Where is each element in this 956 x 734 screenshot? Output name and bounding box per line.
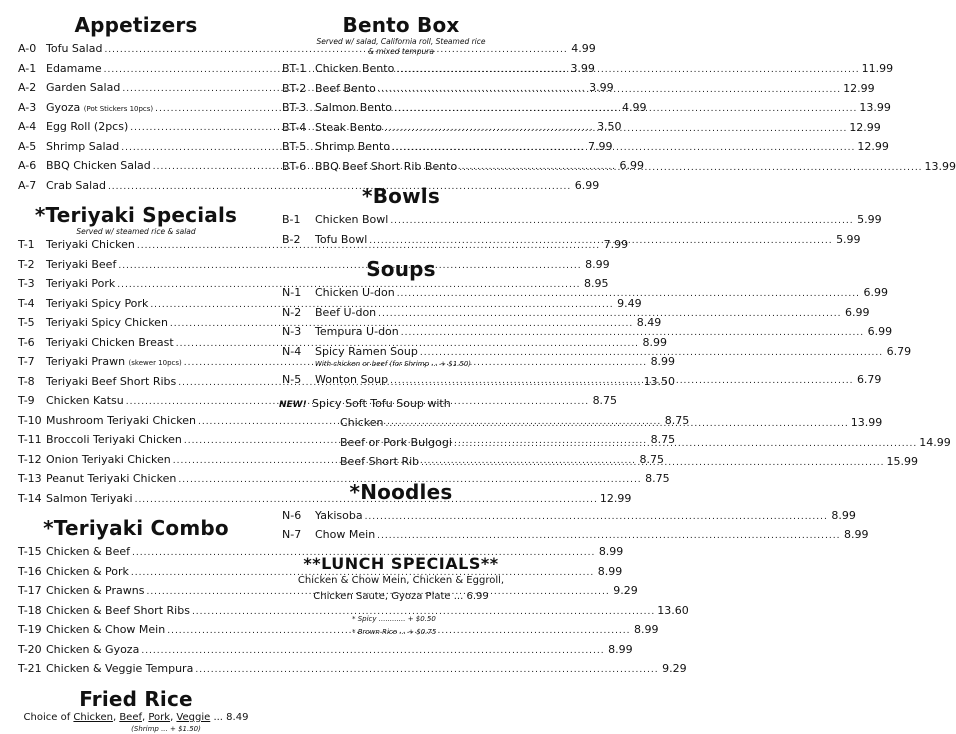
menu-item-a0: A-0 Tofu Salad ..... 4.99 [18,40,254,60]
menu-item-t8: T-8 Teriyaki Beef Short Ribs ..... 13.50 [18,373,254,393]
menu-item-t6: T-6 Teriyaki Chicken Breast ..... 8.99 [18,334,254,354]
brown-rice-footnote: * Brown Rice ... + $0.75 [352,627,437,636]
menu-item-n6: N-6 Yakisoba ..... 8.99 [282,507,520,527]
teriyaki-specials-subtitle: Served w/ steamed rice & salad [76,227,196,236]
bento-box-subtitle-1: Served w/ salad, California roll, Steamed rice [316,37,486,46]
lunch-line-1: Chicken & Chow Mein, Chicken & Eggroll, [297,574,505,586]
footnotes [282,613,520,639]
tofu-soup-bulgogi: Beef or Pork Bulgogi ..... 14.99 [282,434,520,454]
tofu-soup-title: Spicy Soft Tofu Soup with [312,396,451,410]
menu-item-bt3: BT-3 Salmon Bento ..... 13.99 [282,99,520,119]
menu-item-t2: T-2 Teriyaki Beef ..... 8.99 [18,256,254,276]
menu-item-b2: B-2 Tofu Bowl ..... 5.99 [282,231,520,251]
tofu-soup-chicken: Chicken ..... 13.99 [282,414,520,434]
menu-item-t7: T-7 Teriyaki Prawn (skewer 10pcs) ..... 8.99 [18,353,254,373]
menu-item-t9: T-9 Chicken Katsu ..... 8.75 [18,392,254,412]
menu-item-n4: N-4 Spicy Ramen Soup ..... 6.79 [282,343,520,363]
soups-title: Soups [366,257,436,281]
appetizers-title: Appetizers [74,13,198,37]
menu-item-a6: A-6 BBQ Chicken Salad ..... 6.99 [18,157,254,177]
menu-item-t3: T-3 Teriyaki Pork ..... 8.95 [18,275,254,295]
ramen-note: With chicken or beef (for Shrimp ... + $1.50) [315,360,472,368]
menu-item-t19: T-19 Chicken & Chow Mein ..... 8.99 [18,621,254,641]
menu-item-a7: A-7 Crab Salad ..... 6.99 [18,177,254,197]
menu-item-n3: N-3 Tempura U-don ..... 6.99 [282,323,520,343]
menu-item-bt5: BT-5 Shrimp Bento ..... 12.99 [282,138,520,158]
menu-item-n7: N-7 Chow Mein ..... 8.99 [282,526,520,546]
menu-item-bt4: BT-4 Steak Bento ..... 12.99 [282,119,520,139]
menu-item-n5: N-5 Wonton Soup ..... 6.79 [282,371,520,391]
menu-item-a2: A-2 Garden Salad ..... 3.99 [18,79,254,99]
menu-item-t10: T-10 Mushroom Teriyaki Chicken ..... 8.75 [18,412,254,432]
bento-box-title: Bento Box [342,13,460,37]
new-badge: NEW! [279,399,307,410]
menu-item-bt1: BT-1 Chicken Bento ..... 11.99 [282,60,520,80]
menu-item-a3: A-3 Gyoza (Pot Stickers 10pcs) ..... 4.99 [18,99,254,119]
lunch-line-2: Chicken Saute, Gyoza Plate ... 6.99 [313,590,489,602]
bento-box-subtitle-2: & mixed tempura [368,47,434,56]
menu-item-t13: T-13 Peanut Teriyaki Chicken ..... 8.75 [18,470,254,490]
menu-item-t1: T-1 Teriyaki Chicken ..... 7.99 [18,236,254,256]
teriyaki-specials-title: *Teriyaki Specials [34,203,238,227]
menu-item-a1: A-1 Edamame ..... 3.99 [18,60,254,80]
menu-item-t16: T-16 Chicken & Pork ..... 8.99 [18,563,254,583]
fried-rice-title: Fried Rice [79,686,193,711]
menu-item-b1: B-1 Chicken Bowl ..... 5.99 [282,211,520,231]
teriyaki-combo-title: *Teriyaki Combo [43,516,229,540]
menu-item-t5: T-5 Teriyaki Spicy Chicken ..... 8.49 [18,314,254,334]
menu-item-a5: A-5 Shrimp Salad ..... 7.99 [18,138,254,158]
menu-item-bt6: BT-6 BBQ Beef Short Rib Bento ..... 13.99 [282,158,520,178]
spicy-footnote: * Spicy ............ + $0.50 [352,614,436,623]
menu-item-t4: T-4 Teriyaki Spicy Pork ..... 9.49 [18,295,254,315]
menu-item-n2: N-2 Beef U-don ..... 6.99 [282,304,520,324]
menu-item-t21: T-21 Chicken & Veggie Tempura ..... 9.29 [18,660,254,680]
menu-item-t15: T-15 Chicken & Beef ..... 8.99 [18,543,254,563]
fried-rice-line: Choice of Chicken, Beef, Pork, Veggie ... 8.49 [23,711,249,723]
noodles-title: *Noodles [349,479,453,504]
menu-item-t18: T-18 Chicken & Beef Short Ribs ..... 13.60 [18,602,254,622]
noodles-list [282,507,869,546]
menu-item-n1: N-1 Chicken U-don ..... 6.99 [282,284,520,304]
bowls-title: *Bowls [362,184,440,208]
tofu-soup-header [279,395,520,415]
lunch-specials-title: **LUNCH SPECIALS** [303,553,499,573]
menu-item-t12: T-12 Onion Teriyaki Chicken ..... 8.75 [18,451,254,471]
menu-item-t17: T-17 Chicken & Prawns ..... 9.29 [18,582,254,602]
menu-item-t11: T-11 Broccoli Teriyaki Chicken ..... 8.75 [18,431,254,451]
menu-item-bt2: BT-2 Beef Bento ..... 12.99 [282,80,520,100]
menu-item-t20: T-20 Chicken & Gyoza ..... 8.99 [18,641,254,661]
fried-rice-shrimp-note: (Shrimp ... + $1.50) [131,724,201,733]
menu-item-a4: A-4 Egg Roll (2pcs) ..... 3.50 [18,118,254,138]
tofu-soup-short-rib: Beef Short Rib ..... 15.99 [282,453,520,473]
menu-item-t14: T-14 Salmon Teriyaki ..... 12.99 [18,490,254,510]
